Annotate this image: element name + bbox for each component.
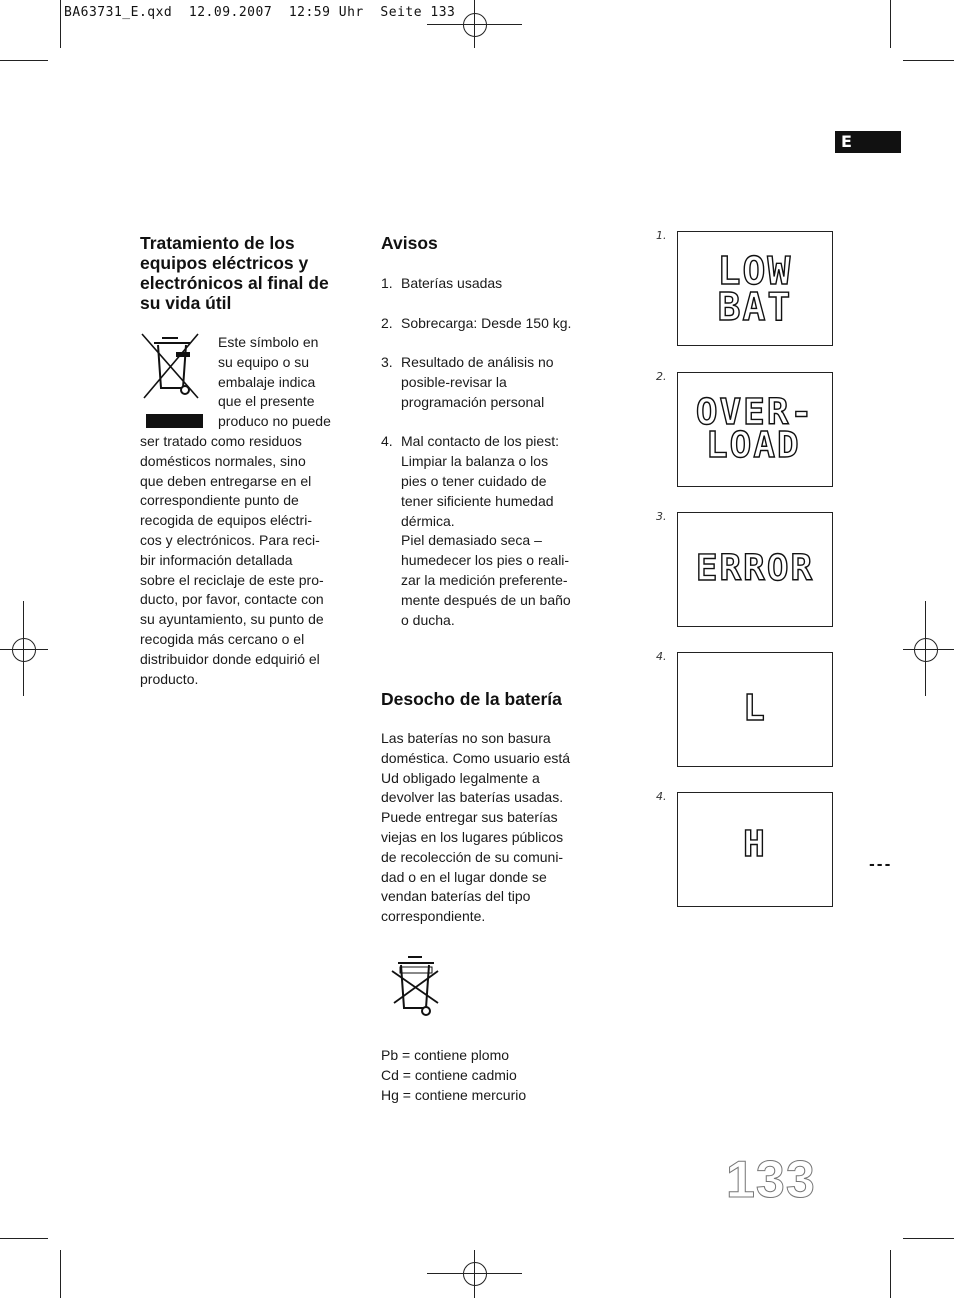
text-line: recogida más cercano o el [140, 630, 305, 647]
text-line: recogida de equipos eléctri- [140, 512, 312, 529]
crop-mark [890, 0, 891, 48]
text-line: sobre el reciclaje de este pro- [140, 571, 324, 588]
text-line: pies o tener cuidado de [401, 472, 547, 489]
text-line: su equipo o su [218, 353, 310, 370]
display-label: 2. [656, 370, 667, 383]
list-item [381, 274, 596, 294]
display-label: 4. [656, 650, 667, 663]
crop-mark [903, 1238, 954, 1239]
text-line: cos y electrónicos. Para reci- [140, 531, 320, 548]
registration-mark [914, 638, 938, 662]
text-line: bir información detallada [140, 551, 293, 568]
lcd-text: LOAD [706, 425, 801, 466]
display-label: 4. [656, 790, 667, 803]
text-line: Cd = contiene cadmio [381, 1066, 517, 1083]
text-line: Puede entregar sus baterías [381, 809, 558, 826]
section-title-warnings: Avisos [381, 233, 438, 253]
text-line: que deben entregarse en el [140, 472, 312, 489]
text-line: humedecer los pies o reali- [401, 552, 570, 569]
text-line: correspondiente punto de [140, 492, 299, 509]
registration-mark [12, 638, 36, 662]
text-line: ducto, por favor, contacte con [140, 591, 324, 608]
text-line: Resultado de análisis no [401, 354, 554, 371]
text-line: viejas en los lugares públicos [381, 828, 564, 845]
text-line: que el presente [218, 393, 315, 410]
display-label: 1. [656, 229, 667, 242]
text-line: Piel demasiado seca – [401, 532, 542, 549]
text-line: dad o en el lugar donde se [381, 868, 547, 885]
battery-disposal-icon [386, 953, 444, 1019]
warnings-list [381, 274, 596, 650]
list-number: 4. [381, 433, 393, 450]
text-line: Sobrecarga: Desde 150 kg. [401, 314, 572, 331]
text-line: Este símbolo en [218, 334, 319, 350]
text-line: distribuidor donde edquirió el [140, 650, 320, 667]
text-line: posible-revisar la [401, 373, 507, 390]
text-line: embalaje indica [218, 373, 316, 390]
page-number: 133 [726, 1151, 816, 1209]
text-line: programación personal [401, 393, 545, 410]
chemical-legend [381, 1046, 596, 1105]
text-line: dérmica. [401, 512, 455, 529]
text-line: Mal contacto de los piest: [401, 433, 559, 450]
text-line: Baterías usadas [401, 275, 503, 291]
battery-text [381, 729, 596, 927]
lcd-text: LOW [717, 249, 793, 293]
display-label: 3. [656, 510, 667, 523]
display-low-bat [677, 231, 833, 346]
list-number: 2. [381, 314, 393, 331]
text-line: Ud obligado legalmente a [381, 769, 540, 786]
print-header: BA63731_E.qxd 12.09.2007 12:59 Uhr Seite 133 [64, 5, 456, 20]
lcd-text: ERROR [695, 548, 815, 589]
display-overload [677, 372, 833, 487]
list-number: 1. [381, 275, 393, 291]
text-line: tener sificiente humedad [401, 492, 554, 509]
crop-mark [903, 60, 954, 61]
display-error [677, 512, 833, 627]
lcd-text: BAT [717, 285, 793, 329]
crop-mark [0, 60, 48, 61]
text-line: su ayuntamiento, su punto de [140, 611, 324, 628]
text-line: vendan baterías del tipo [381, 888, 531, 905]
text-line: Hg = contiene mercurio [381, 1086, 527, 1103]
list-number: 3. [381, 354, 393, 371]
registration-mark [463, 1262, 487, 1286]
text-line: produco no puede [218, 413, 331, 430]
registration-mark [463, 13, 487, 37]
text-line: correspondiente. [381, 908, 486, 925]
text-line: zar la medición preferente- [401, 571, 568, 588]
language-tab: E [835, 131, 901, 153]
lcd-text: H [743, 824, 767, 865]
text-line: ser tratado como residuos [140, 432, 302, 449]
list-item [381, 314, 596, 334]
section-title-disposal: Tratamiento de los equipos eléctricos y electrónicos al final de su vida útil [140, 233, 329, 313]
crop-mark [890, 1250, 891, 1298]
text-line: devolver las baterías usadas. [381, 789, 564, 806]
text-line: Limpiar la balanza o los [401, 453, 549, 470]
text-line: de recolección de su comuni- [381, 848, 564, 865]
text-line: Las baterías no son basura [381, 730, 551, 746]
text-line: Pb = contiene plomo [381, 1047, 510, 1063]
disposal-text [140, 333, 352, 689]
display-low [677, 652, 833, 767]
crop-mark [60, 0, 61, 48]
lcd-text: OVER- [695, 392, 815, 433]
text-line: domésticos normales, sino [140, 452, 306, 469]
crop-mark [60, 1250, 61, 1298]
lcd-text: L [743, 688, 767, 729]
list-item [381, 432, 596, 630]
section-title-battery: Desocho de la batería [381, 689, 562, 709]
text-line: mente después de un baño [401, 591, 571, 608]
text-line: doméstica. Como usuario está [381, 749, 571, 766]
text-line: producto. [140, 670, 199, 687]
side-mark: --- [869, 857, 893, 873]
display-high [677, 792, 833, 907]
text-line: o ducha. [401, 611, 455, 628]
crop-mark [0, 1238, 48, 1239]
list-item [381, 353, 596, 412]
